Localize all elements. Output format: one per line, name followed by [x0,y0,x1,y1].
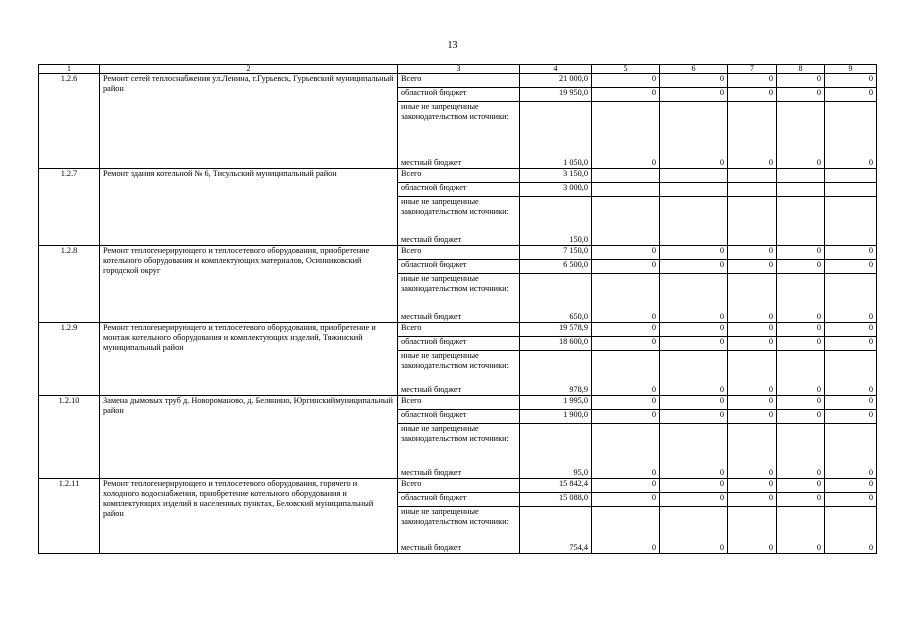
funding-source-label: Всего [398,246,520,260]
value-cell [592,169,660,183]
value-cell: 0 [728,246,777,260]
other-sources-label: иные не запрещенные законодательством источники: [401,351,509,370]
value-cell: 0 [777,260,825,274]
funding-source-label: областной бюджет [398,493,520,507]
value-cell: 0 [728,507,777,554]
table-row-total [39,396,877,410]
value-cell [825,169,877,183]
row-code: 1.2.7 [39,169,100,246]
column-header: 2 [100,65,398,74]
value-cell: 0 [728,102,777,169]
funding-source-label: Всего [398,323,520,337]
value-cell: 0 [592,493,660,507]
value-cell: 0 [825,246,877,260]
value-cell: 0 [592,479,660,493]
value-cell: 0 [728,396,777,410]
row-description: Ремонт теплогенерирующего и теплосетевого оборудования, приобретение котельного оборудования и комплектующих материалов, Осинниковский городской округ [100,246,398,323]
row-description: Ремонт здания котельной № 6, Тисульский муниципальный район [100,169,398,246]
value-cell: 0 [777,351,825,396]
row-code: 1.2.11 [39,479,100,554]
value-cell: 0 [777,74,825,88]
value-cell: 0 [777,479,825,493]
column-number-row [39,65,877,74]
value-cell: 0 [777,246,825,260]
value-cell: 0 [825,493,877,507]
value-cell [660,169,728,183]
column-header: 6 [660,65,728,74]
value-cell: 0 [777,507,825,554]
column-header: 9 [825,65,877,74]
row-code: 1.2.6 [39,74,100,169]
value-cell: 0 [728,479,777,493]
value-cell: 0 [592,260,660,274]
value-cell: 0 [660,351,728,396]
value-cell [728,197,777,246]
value-cell: 0 [825,88,877,102]
row-code: 1.2.9 [39,323,100,396]
value-cell: 0 [592,274,660,323]
value-cell: 0 [592,337,660,351]
value-cell: 0 [660,507,728,554]
funding-source-label: областной бюджет [398,88,520,102]
value-cell: 19 578,9 [520,323,592,337]
value-cell: 0 [825,479,877,493]
value-cell: 0 [728,323,777,337]
value-cell: 0 [825,74,877,88]
value-cell [660,197,728,246]
value-cell: 0 [777,323,825,337]
value-cell: 0 [728,260,777,274]
value-cell: 150,0 [520,197,592,246]
local-budget-label: местный бюджет [401,158,462,167]
funding-source-label: Всего [398,169,520,183]
value-cell [777,183,825,197]
value-cell: 0 [825,337,877,351]
value-cell [777,197,825,246]
value-cell: 1 050,0 [520,102,592,169]
funding-source-label [398,351,520,396]
value-cell [777,169,825,183]
funding-source-label: Всего [398,396,520,410]
row-description: Замена дымовых труб д. Новороманово, д. Белянино, Юргинскиймуниципальный район [100,396,398,479]
column-header: 8 [777,65,825,74]
value-cell: 6 500,0 [520,260,592,274]
funding-source-label: Всего [398,74,520,88]
value-cell: 0 [825,424,877,479]
value-cell: 0 [728,424,777,479]
value-cell: 0 [660,274,728,323]
table-row-total [39,323,877,337]
funding-source-label [398,507,520,554]
funding-source-label: областной бюджет [398,260,520,274]
column-header: 3 [398,65,520,74]
value-cell: 0 [777,102,825,169]
funding-source-label: Всего [398,479,520,493]
value-cell: 0 [592,102,660,169]
funding-source-label: областной бюджет [398,183,520,197]
value-cell [592,197,660,246]
value-cell [660,183,728,197]
value-cell: 978,9 [520,351,592,396]
funding-source-label [398,274,520,323]
value-cell: 0 [728,88,777,102]
value-cell: 0 [825,507,877,554]
value-cell: 0 [728,410,777,424]
value-cell: 754,4 [520,507,592,554]
value-cell: 0 [592,396,660,410]
value-cell: 0 [660,74,728,88]
column-header: 4 [520,65,592,74]
value-cell: 0 [660,102,728,169]
table-row-total [39,479,877,493]
local-budget-label: местный бюджет [401,385,462,394]
value-cell [592,183,660,197]
local-budget-label: местный бюджет [401,235,462,244]
value-cell: 0 [592,351,660,396]
other-sources-label: иные не запрещенные законодательством источники: [401,197,509,216]
value-cell: 0 [777,410,825,424]
value-cell: 95,0 [520,424,592,479]
value-cell: 0 [728,274,777,323]
value-cell: 0 [728,351,777,396]
value-cell: 0 [592,323,660,337]
value-cell: 0 [592,246,660,260]
value-cell: 3 150,0 [520,169,592,183]
value-cell: 21 000,0 [520,74,592,88]
value-cell: 0 [777,396,825,410]
funding-source-label [398,424,520,479]
column-header: 1 [39,65,100,74]
value-cell: 1 995,0 [520,396,592,410]
value-cell: 0 [660,410,728,424]
row-code: 1.2.10 [39,396,100,479]
value-cell: 0 [660,479,728,493]
row-description: Ремонт сетей теплоснабжения ул.Ленина, г.Гурьевск, Гурьевский муниципальный район [100,74,398,169]
funding-source-label [398,102,520,169]
value-cell: 0 [825,410,877,424]
value-cell [728,169,777,183]
value-cell: 0 [825,274,877,323]
value-cell: 0 [592,507,660,554]
local-budget-label: местный бюджет [401,543,462,552]
value-cell: 0 [728,493,777,507]
value-cell: 19 950,0 [520,88,592,102]
value-cell: 0 [728,74,777,88]
value-cell [825,183,877,197]
value-cell: 7 150,0 [520,246,592,260]
value-cell: 0 [660,260,728,274]
value-cell: 0 [777,337,825,351]
value-cell: 0 [660,337,728,351]
row-code: 1.2.8 [39,246,100,323]
value-cell: 0 [660,493,728,507]
column-header: 5 [592,65,660,74]
value-cell: 0 [660,396,728,410]
other-sources-label: иные не запрещенные законодательством источники: [401,274,509,293]
value-cell: 0 [825,396,877,410]
value-cell: 0 [777,88,825,102]
value-cell [728,183,777,197]
table-row-total [39,169,877,183]
value-cell: 0 [825,351,877,396]
value-cell: 0 [825,102,877,169]
value-cell: 0 [592,74,660,88]
row-description: Ремонт теплогенерирующего и теплосетевого оборудования, горячего и холодного водоснабжения, приобретение котельного оборудования и комплектующих изделий в населенных пунктах, Беловский муниципальный район [100,479,398,554]
table-row-total [39,74,877,88]
value-cell: 0 [728,337,777,351]
value-cell: 1 900,0 [520,410,592,424]
value-cell: 0 [592,410,660,424]
row-description: Ремонт теплогенерирующего и теплосетевого оборудования, приобретение и монтаж котельного оборудования и комплектующих изделий, Тяжинский муниципальный район [100,323,398,396]
value-cell: 0 [825,260,877,274]
value-cell: 0 [825,323,877,337]
value-cell: 15 088,0 [520,493,592,507]
column-header: 7 [728,65,777,74]
value-cell: 0 [660,88,728,102]
value-cell: 0 [660,323,728,337]
value-cell: 650,0 [520,274,592,323]
value-cell: 3 000,0 [520,183,592,197]
value-cell: 18 600,0 [520,337,592,351]
table-row-total [39,246,877,260]
value-cell: 0 [592,88,660,102]
value-cell [825,197,877,246]
funding-source-label [398,197,520,246]
value-cell: 0 [777,274,825,323]
value-cell: 0 [660,424,728,479]
value-cell: 0 [777,493,825,507]
funding-source-label: областной бюджет [398,410,520,424]
value-cell: 0 [592,424,660,479]
funding-source-label: областной бюджет [398,337,520,351]
other-sources-label: иные не запрещенные законодательством источники: [401,102,509,121]
value-cell: 0 [660,246,728,260]
local-budget-label: местный бюджет [401,468,462,477]
budget-table [38,64,877,554]
other-sources-label: иные не запрещенные законодательством источники: [401,507,509,526]
page-number: 13 [447,40,458,51]
value-cell: 0 [777,424,825,479]
local-budget-label: местный бюджет [401,312,462,321]
value-cell: 15 842,4 [520,479,592,493]
other-sources-label: иные не запрещенные законодательством источники: [401,424,509,443]
